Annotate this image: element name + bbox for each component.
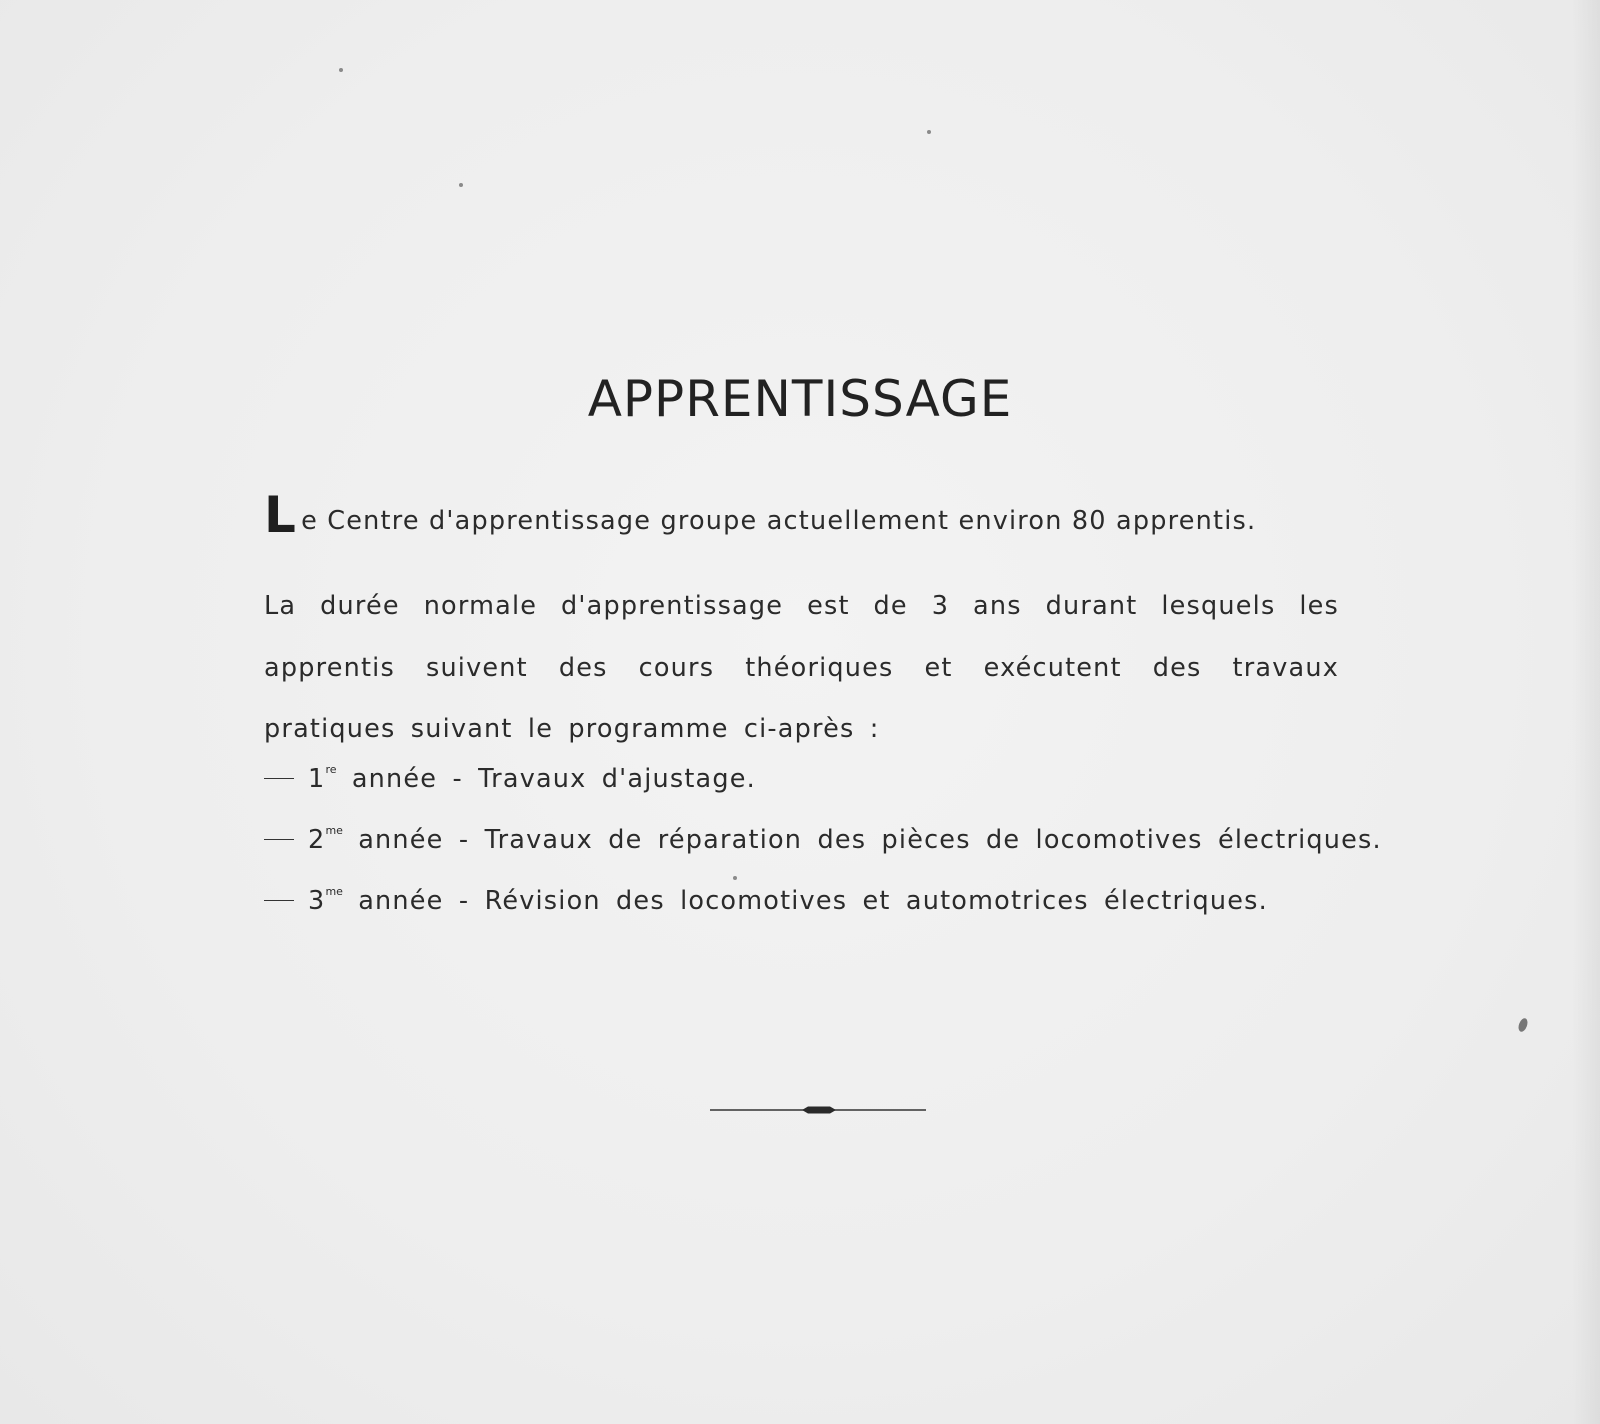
em-dash-icon	[264, 900, 294, 902]
program-item-year-2	[264, 824, 1382, 855]
year-number: 3	[308, 886, 326, 916]
paper-speck	[339, 68, 343, 72]
intro-text: e Centre d'apprentissage groupe actuellement environ 80 apprentis.	[301, 506, 1257, 536]
em-dash-icon	[264, 778, 294, 780]
paper-speck	[733, 876, 737, 880]
year-suffix: re	[325, 763, 337, 776]
paper-speck	[1517, 1017, 1529, 1033]
dropcap-letter: L	[264, 486, 298, 544]
year-ordinal	[308, 886, 343, 916]
program-item-text: année - Révision des locomotives et automotrices électriques.	[358, 886, 1268, 916]
paper-speck	[927, 130, 931, 134]
paper-speck	[459, 183, 463, 187]
page-title: APPRENTISSAGE	[587, 370, 1013, 428]
program-item-text: année - Travaux d'ajustage.	[351, 764, 756, 794]
program-paragraph: La durée normale d'apprentissage est de 3 ans durant lesquels les apprentis suivent des cours théoriques et exécutent des travaux pratiques suivant le programme ci-après :	[264, 591, 1339, 744]
year-suffix: me	[325, 824, 343, 837]
year-number: 2	[308, 825, 326, 855]
decorative-rule-icon	[710, 1103, 926, 1117]
page-edge-shadow	[1572, 0, 1600, 1424]
program-item-year-1	[264, 763, 756, 794]
year-ordinal	[308, 764, 337, 794]
year-suffix: me	[325, 885, 343, 898]
intro-sentence	[264, 486, 1339, 544]
program-item-year-3	[264, 885, 1268, 916]
year-number: 1	[308, 764, 326, 794]
program-item-text: année - Travaux de réparation des pièces de locomotives électriques.	[358, 825, 1382, 855]
year-ordinal	[308, 825, 343, 855]
em-dash-icon	[264, 839, 294, 841]
